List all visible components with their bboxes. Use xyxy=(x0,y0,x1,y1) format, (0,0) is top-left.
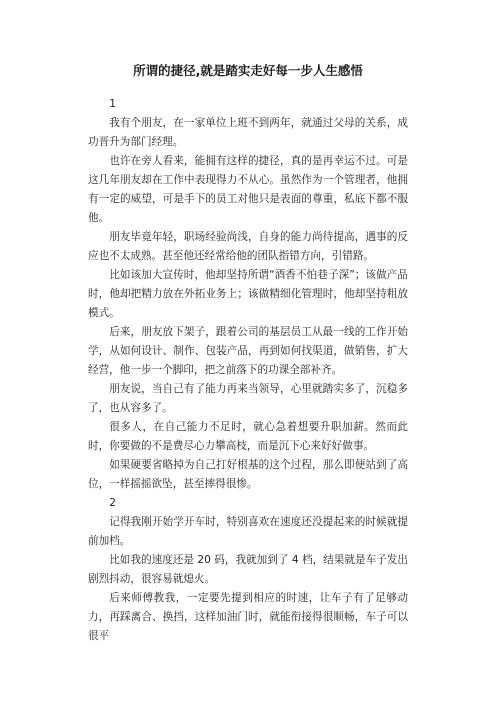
article-title: 所谓的捷径,就是踏实走好每一步人生感悟 xyxy=(133,63,363,78)
paragraph: 后来师傅教我，一定要先提到相应的时速，让车子有了足够动力，再踩离合、换挡，这样加油门时，就能衔接得很顺畅，车子可以很平 xyxy=(88,592,408,642)
paragraph: 比如我的速度还是 20 码，我就加到了 4 档，结果就是车子发出剧烈抖动，很容易就熄火。 xyxy=(88,554,408,585)
section-number: 2 xyxy=(109,497,116,509)
paragraph: 朋友说，当自己有了能力再来当领导，心里就踏实多了，沉稳多了，也从容多了。 xyxy=(88,383,408,414)
paragraph: 比如该加大宣传时，他却坚持所谓“酒香不怕巷子深”；该做产品时，他却把精力放在外拓业务上；该做精细化管理时，他却坚持粗放模式。 xyxy=(88,269,408,319)
paragraph: 很多人，在自己能力不足时，就心急着想要升职加薪。然而此时，你要做的不是费尽心力攀高枝，而是沉下心来好好做事。 xyxy=(88,421,408,452)
paragraph: 记得我刚开始学开车时，特别喜欢在速度还没提起来的时候就提前加档。 xyxy=(88,516,408,547)
section-number: 1 xyxy=(109,98,116,110)
article-body xyxy=(88,95,408,646)
paragraph: 后来，朋友放下架子，跟着公司的基层员工从最一线的工作开始学，从如何设计、制作、包装产品，再到如何找渠道，做销售，扩大经营，他一步一个脚印，把之前落下的功课全部补齐。 xyxy=(88,326,408,376)
paragraph: 我有个朋友，在一家单位上班不到两年，就通过父母的关系，成功晋升为部门经理。 xyxy=(88,117,408,148)
paragraph: 如果硬要省略掉为自己打好根基的这个过程，那么即便站到了高位，一样摇摇欲坠，甚至摔得很惨。 xyxy=(88,459,408,490)
paragraph: 也许在旁人看来，能拥有这样的捷径，真的是再幸运不过。可是这几年朋友却在工作中表现得力不从心。虽然作为一个管理者，他拥有一定的威望，可是手下的员工对他只是表面的尊重，私底下都不服他。 xyxy=(88,155,408,224)
paragraph: 朋友毕竟年轻，职场经验尚浅，自身的能力尚待提高，遇事的反应也不太成熟。甚至他还经常给他的团队指错方向，引错路。 xyxy=(88,231,408,262)
